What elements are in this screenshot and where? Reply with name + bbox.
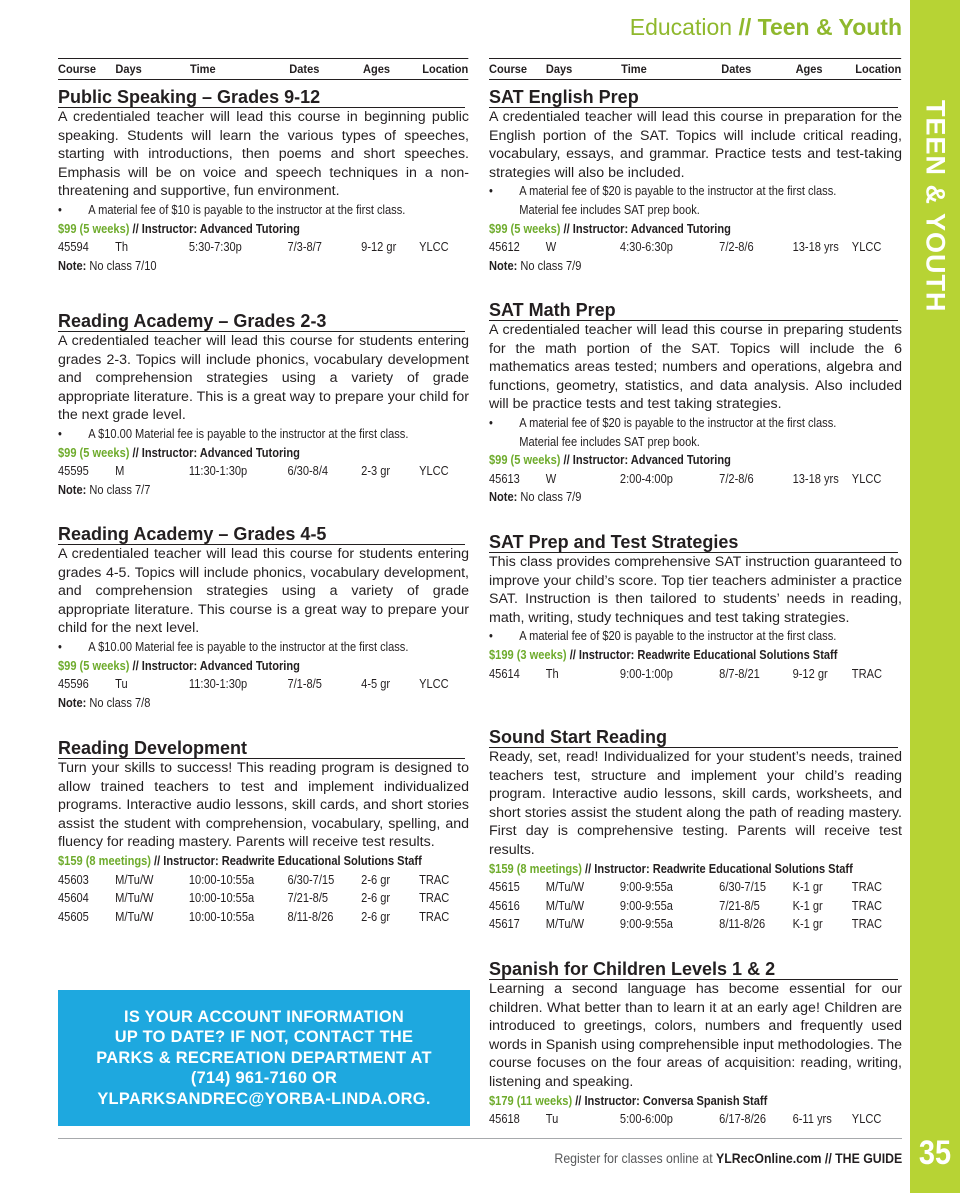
course-public-speaking (58, 87, 469, 275)
header-subsection: Teen & Youth (757, 14, 902, 40)
course-reading-academy-4-5 (58, 524, 469, 712)
course-title: Reading Academy – Grades 2-3 (58, 311, 465, 332)
fee-line (489, 1092, 902, 1111)
course-description: Learning a second language has become essential for our children. What better than to learn it at an early age! Children are introduced to greetings, colors, numbers and frequently used words in Spanish using comprehensible input methodologies. The course focuses on the four areas of acquisition: reading, writing, listening and speaking. (489, 981, 903, 1090)
course-sat-prep-test-strategies (489, 532, 902, 683)
page-number: 35 (918, 1134, 952, 1172)
header-separator: // (738, 14, 752, 40)
promo-phone: (714) 961-7160 OR (190, 1069, 338, 1088)
fee-amount: $99 (5 weeks) (58, 657, 130, 673)
schedule-row: 45618 Tu 5:00-6:00p 6/17-8/26 6-11 yrs YLCC (489, 1111, 882, 1127)
left-column (58, 58, 469, 924)
course-note: Note: No class 7/10 (58, 257, 157, 273)
fee-amount: $159 (8 meetings) (58, 852, 151, 868)
course-description: A credentialed teacher will lead this course in preparing students for the math portion of the SAT. Topics will include the 6 mathematics areas tested; numbers and operations, algebra and functions, geometry, statistics, and data analysis. Also included will be practice tests and test taking strategies. (489, 322, 902, 413)
fee-amount: $99 (5 weeks) (58, 444, 130, 460)
header-time: Time (190, 62, 216, 76)
material-fee-bullet-cont: Material fee includes SAT prep book. (519, 433, 700, 449)
course-note: Note: No class 7/9 (489, 257, 582, 273)
course-title: SAT Prep and Test Strategies (489, 532, 898, 553)
header-dates: Dates (289, 62, 320, 76)
promo-line: IS YOUR ACCOUNT INFORMATION (123, 1007, 405, 1026)
instructor: // Instructor: Readwrite Educational Solutions Staff (585, 860, 853, 876)
course-title: Sound Start Reading (489, 727, 898, 748)
course-title: Reading Development (58, 738, 465, 759)
schedule-row: 45595 M 11:30-1:30p 6/30-8/4 2-3 gr YLCC (58, 463, 449, 479)
course-sound-start-reading (489, 727, 902, 934)
fee-amount: $99 (5 weeks) (58, 220, 130, 236)
schedule-row: 45596 Tu 11:30-1:30p 7/1-8/5 4-5 gr YLCC (58, 676, 449, 692)
fee-amount: $199 (3 weeks) (489, 646, 567, 662)
material-fee-bullet: • A material fee of $20 is payable to the instructor at the first class. (489, 628, 837, 644)
schedule-row: 45612 W 4:30-6:30p 7/2-8/6 13-18 yrs YLCC (489, 239, 882, 255)
footer-divider (58, 1138, 902, 1139)
course-sat-math-prep (489, 300, 902, 507)
account-info-promo (58, 990, 470, 1126)
instructor: // Instructor: Advanced Tutoring (132, 657, 300, 673)
section-side-label (910, 100, 960, 400)
fee-line (489, 220, 902, 239)
course-reading-academy-2-3 (58, 311, 469, 499)
fee-line (58, 220, 469, 239)
course-reading-development (58, 738, 469, 926)
header-section: Education (629, 14, 733, 40)
material-fee-bullet: • A $10.00 Material fee is payable to the instructor at the first class. (58, 638, 409, 654)
header-course: Course (489, 62, 528, 76)
header-location: Location (422, 62, 469, 76)
course-title: Public Speaking – Grades 9-12 (58, 87, 465, 108)
schedule-row: 45604 M/Tu/W 10:00-10:55a 7/21-8/5 2-6 gr TRAC (58, 890, 450, 906)
header-location: Location (855, 62, 902, 76)
instructor: // Instructor: Advanced Tutoring (132, 444, 300, 460)
fee-line (489, 646, 902, 665)
column-headers (58, 58, 468, 80)
instructor: // Instructor: Advanced Tutoring (563, 220, 731, 236)
header-time: Time (621, 62, 647, 76)
header-course: Course (58, 62, 97, 76)
material-fee-bullet: • A $10.00 Material fee is payable to the instructor at the first class. (58, 425, 409, 441)
instructor: // Instructor: Advanced Tutoring (132, 220, 300, 236)
course-title: Spanish for Children Levels 1 & 2 (489, 959, 898, 980)
instructor: // Instructor: Readwrite Educational Solutions Staff (569, 646, 838, 662)
instructor: // Instructor: Readwrite Educational Solutions Staff (154, 852, 422, 868)
material-fee-bullet: • A material fee of $20 is payable to the instructor at the first class. (489, 183, 837, 199)
material-fee-bullet-cont: Material fee includes SAT prep book. (519, 201, 700, 217)
instructor: // Instructor: Advanced Tutoring (563, 452, 731, 468)
footer-website-link[interactable]: YLRecOnline.com (715, 1150, 822, 1166)
course-sat-english-prep (489, 87, 902, 275)
schedule-row: 45605 M/Tu/W 10:00-10:55a 8/11-8/26 2-6 gr TRAC (58, 908, 450, 924)
promo-email: YLPARKSANDREC@YORBA-LINDA.ORG. (97, 1089, 431, 1108)
course-title: Reading Academy – Grades 4-5 (58, 524, 465, 545)
course-title: SAT Math Prep (489, 300, 898, 321)
schedule-row: 45603 M/Tu/W 10:00-10:55a 6/30-7/15 2-6 gr TRAC (58, 871, 450, 887)
header-ages: Ages (363, 62, 391, 76)
course-note: Note: No class 7/7 (58, 481, 151, 497)
footer-guide: // THE GUIDE (821, 1150, 902, 1166)
promo-line: PARKS & RECREATION DEPARTMENT AT (96, 1048, 432, 1067)
fee-line (58, 657, 469, 676)
course-note: Note: No class 7/9 (489, 489, 582, 505)
fee-line (489, 451, 902, 470)
page-header (630, 14, 902, 41)
course-description: Ready, set, read! Individualized for your student’s needs, trained teachers test, structure and implement your child’s reading program. Interactive audio lessons, skill cards, worksheets, and short stories assist the student along the path of reading mastery. First day is comprehensive testing. Parents will receive test results. (489, 749, 902, 858)
course-description: Turn your skills to success! This reading program is designed to allow trained teachers to test and implement individualized programs. Interactive audio lessons, skill cards, and short stories assist the student with comprehension, vocabulary, spelling, and fluency for reading mastery. Parents will receive test results. (58, 760, 469, 851)
fee-amount: $99 (5 weeks) (489, 452, 561, 468)
fee-line (58, 852, 469, 871)
header-ages: Ages (795, 62, 823, 76)
schedule-row: 45617 M/Tu/W 9:00-9:55a 8/11-8/26 K-1 gr TRAC (489, 916, 882, 932)
fee-line (58, 444, 469, 463)
side-label-text: TEEN & YOUTH (920, 100, 951, 313)
schedule-row: 45613 W 2:00-4:00p 7/2-8/6 13-18 yrs YLCC (489, 470, 882, 486)
course-description: A credentialed teacher will lead this course for students entering grades 4-5. Topics will include phonics, vocabulary development, and comprehension strategies using a variety of grade appropriate literature. This course is a great way to prepare your child for the next level. (58, 546, 469, 637)
header-dates: Dates (721, 62, 752, 76)
schedule-row: 45594 Th 5:30-7:30p 7/3-8/7 9-12 gr YLCC (58, 239, 449, 255)
header-days: Days (115, 62, 142, 76)
course-description: A credentialed teacher will lead this course in preparation for the English portion of the SAT. Topics will include critical reading, vocabulary, essays, and grammar. Practice tests and test-taking strategies will also be included. (489, 109, 902, 181)
header-days: Days (545, 62, 573, 76)
fee-amount: $99 (5 weeks) (489, 220, 561, 236)
schedule-row: 45616 M/Tu/W 9:00-9:55a 7/21-8/5 K-1 gr TRAC (489, 897, 882, 913)
material-fee-bullet: • A material fee of $10 is payable to the instructor at the first class. (58, 201, 406, 217)
fee-line (489, 860, 902, 879)
course-description: A credentialed teacher will lead this course in beginning public speaking. Students will learn the various types of speeches, starting with introductions, then poems and short speeches. Emphasis will be on voice and speech techniques in a non-threatening and supportive, fun environment. (58, 109, 469, 200)
column-headers (489, 58, 901, 80)
instructor: // Instructor: Conversa Spanish Staff (575, 1092, 768, 1108)
material-fee-bullet: • A material fee of $20 is payable to the instructor at the first class. (489, 414, 837, 430)
course-description: A credentialed teacher will lead this course for students entering grades 2-3. Topics will include phonics, vocabulary development and comprehension strategies using a variety of grade appropriate literature. This is a great way to prepare your child for the next grade level. (58, 333, 469, 424)
right-column (489, 58, 903, 1127)
page-footer (554, 1150, 902, 1166)
course-note: Note: No class 7/8 (58, 694, 151, 710)
course-title: SAT English Prep (489, 87, 898, 108)
course-description: This class provides comprehensive SAT instruction guaranteed to improve your child’s score. Top tier teachers administer a practice SAT. Instruction is then tailored to students’ needs in reading, math, writing, study techniques and test taking strategies. (489, 554, 902, 626)
fee-amount: $159 (8 meetings) (489, 860, 582, 876)
promo-line: UP TO DATE? IF NOT, CONTACT THE (114, 1028, 414, 1047)
course-spanish-for-children (489, 959, 902, 1129)
footer-prefix: Register for classes online at (554, 1150, 716, 1166)
schedule-row: 45614 Th 9:00-1:00p 8/7-8/21 9-12 gr TRAC (489, 665, 882, 681)
fee-amount: $179 (11 weeks) (489, 1092, 573, 1108)
schedule-row: 45615 M/Tu/W 9:00-9:55a 6/30-7/15 K-1 gr TRAC (489, 879, 882, 895)
